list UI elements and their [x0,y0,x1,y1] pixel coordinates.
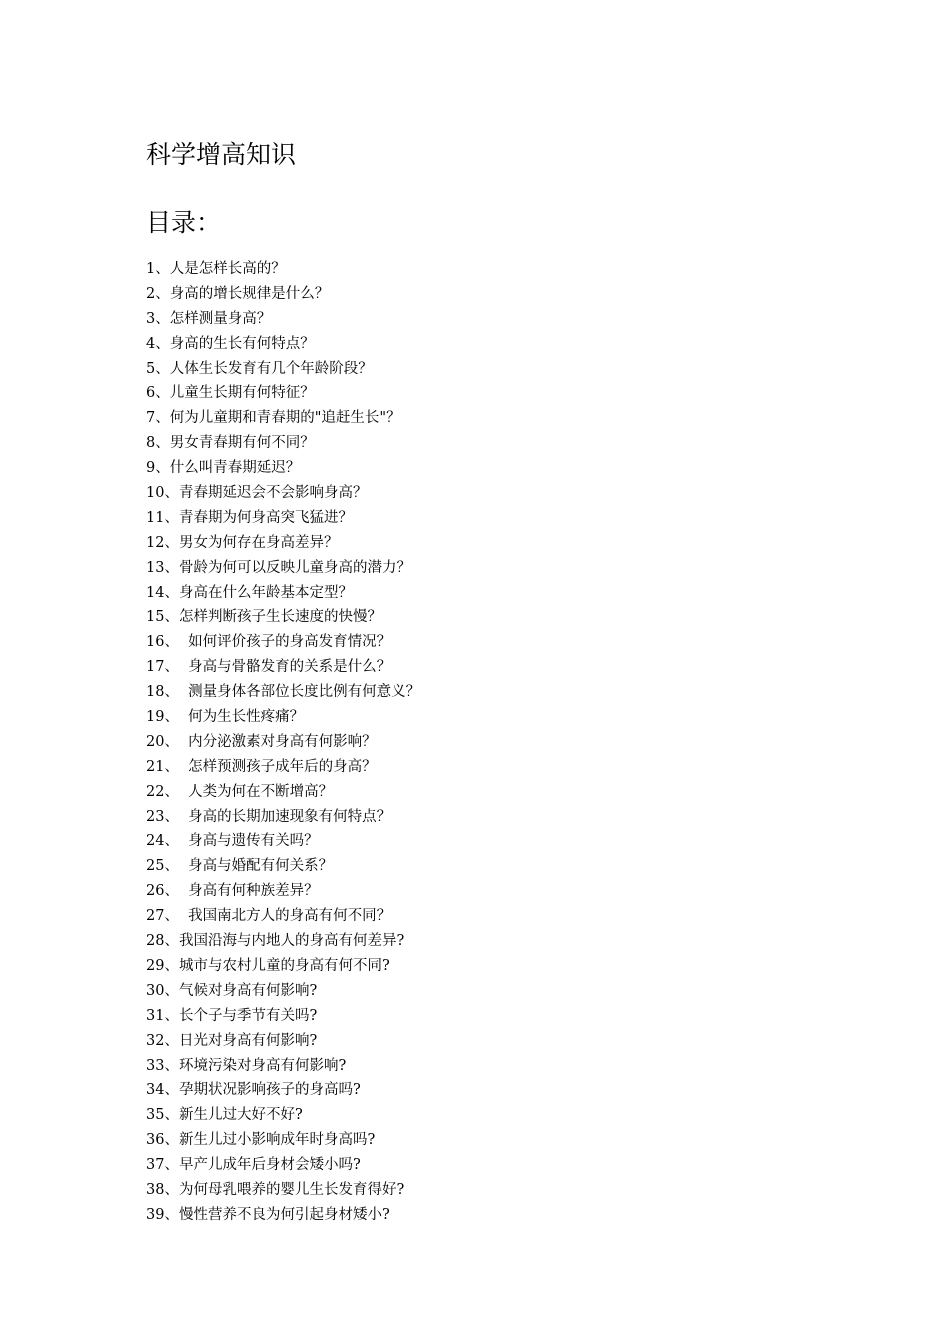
toc-item-text: 长个子与季节有关吗? [178,1007,318,1024]
toc-item-number: 39、 [146,1206,179,1223]
toc-item-text: 怎样判断孩子生长速度的快慢？ [178,609,382,626]
toc-item-text: 我国沿海与内地人的身高有何差异? [178,933,405,950]
toc-item [146,680,420,705]
toc-item-number: 25、 [146,858,179,875]
toc-item-text: 身高有何种族差异？ [178,883,319,900]
toc-item-text: 何为生长性疼痛？ [178,709,305,726]
toc-item-text: 怎样测量身高？ [169,310,272,327]
toc-item [146,406,420,431]
toc-item-text: 男女青春期有何不同？ [169,435,315,452]
toc-item-text: 身高的长期加速现象有何特点？ [178,808,392,825]
toc-item-text: 骨龄为何可以反映儿童身高的潜力？ [178,559,411,576]
toc-item [146,1203,420,1228]
toc-item-text: 测量身体各部位长度比例有何意义？ [178,684,421,701]
toc-item [146,456,420,481]
toc-item [146,1029,420,1054]
toc-item [146,1004,420,1029]
toc-item-number: 8、 [146,435,170,452]
toc-item-text: 身高与骨骼发育的关系是什么？ [178,659,392,676]
toc-item-number: 10、 [146,485,179,502]
toc-item-text: 身高与遗传有关吗？ [178,833,319,850]
toc-item-text: 如何评价孩子的身高发育情况？ [178,634,392,651]
toc-item-text: 人体生长发育有几个年龄阶段？ [169,360,373,377]
toc-item-text: 儿童生长期有何特征？ [169,385,315,402]
toc-item [146,854,420,879]
toc-item [146,481,420,506]
toc-item [146,282,420,307]
toc-item-text: 身高在什么年龄基本定型？ [178,584,353,601]
toc-item-number: 16、 [146,634,179,651]
toc-item-text: 青春期延迟会不会影响身高？ [178,485,368,502]
toc-item [146,780,420,805]
toc-item [146,605,420,630]
toc-item-text: 人类为何在不断增高？ [178,783,334,800]
toc-item-text: 我国南北方人的身高有何不同？ [178,908,392,925]
toc-item [146,357,420,382]
toc-item-number: 38、 [146,1181,179,1198]
toc-item-text: 新生儿过大好不好? [178,1107,303,1124]
toc-item-number: 18、 [146,684,179,701]
toc-heading: 目录： [146,208,222,237]
toc-item [146,755,420,780]
toc-item-number: 5、 [146,360,170,377]
toc-item-text: 男女为何存在身高差异？ [178,534,339,551]
toc-item-text: 何为儿童期和青春期的"追赶生长"？ [169,410,401,427]
toc-item [146,307,420,332]
toc-item-number: 34、 [146,1082,179,1099]
toc-item-number: 30、 [146,982,179,999]
toc-item [146,630,420,655]
toc-item [146,257,420,282]
toc-item [146,1103,420,1128]
toc-item-number: 1、 [146,261,170,277]
toc-item [146,904,420,929]
toc-item-number: 3、 [146,310,170,327]
toc-item-text: 什么叫青春期延迟？ [169,460,301,477]
toc-item-number: 17、 [146,659,179,676]
toc-item-text: 为何母乳喂养的婴儿生长发育得好? [178,1181,405,1198]
toc-item [146,655,420,680]
toc-item [146,556,420,581]
toc-item-number: 29、 [146,957,179,974]
document-title: 科学增高知识 [146,140,297,169]
toc-item-text: 气候对身高有何影响? [178,982,318,999]
toc-item-text: 怎样预测孩子成年后的身高？ [178,758,377,775]
toc-item-number: 6、 [146,385,170,402]
toc-item-number: 32、 [146,1032,179,1049]
toc-item [146,581,420,606]
toc-item-number: 27、 [146,908,179,925]
toc-item-text: 新生儿过小影响成年时身高吗? [178,1132,376,1149]
toc-item [146,332,420,357]
toc-item [146,705,420,730]
toc-item [146,954,420,979]
toc-item [146,1178,420,1203]
toc-item-number: 23、 [146,808,179,825]
toc-item-text: 内分泌激素对身高有何影响？ [178,733,377,750]
toc-item [146,829,420,854]
toc-item-text: 人是怎样长高的？ [169,261,286,277]
toc-item [146,1153,420,1178]
table-of-contents [146,257,420,1228]
toc-item [146,979,420,1004]
toc-item-number: 14、 [146,584,179,601]
toc-item-text: 慢性营养不良为何引起身材矮小? [178,1206,390,1223]
toc-item-number: 24、 [146,833,179,850]
toc-item-number: 12、 [146,534,179,551]
toc-item [146,805,420,830]
toc-item [146,431,420,456]
toc-item-number: 22、 [146,783,179,800]
toc-item-number: 36、 [146,1132,179,1149]
toc-item-text: 身高的增长规律是什么？ [169,285,330,302]
toc-item-number: 21、 [146,758,179,775]
toc-item-number: 11、 [146,509,179,526]
toc-item-text: 城市与农村儿童的身高有何不同? [178,957,390,974]
toc-item-number: 28、 [146,933,179,950]
toc-item-number: 4、 [146,335,170,352]
toc-item-text: 日光对身高有何影响? [178,1032,318,1049]
toc-item [146,381,420,406]
toc-item-number: 37、 [146,1157,179,1174]
toc-item-number: 2、 [146,285,170,302]
toc-item [146,531,420,556]
toc-item [146,1078,420,1103]
toc-item-number: 7、 [146,410,170,427]
toc-item-number: 19、 [146,709,179,726]
toc-item [146,1054,420,1079]
toc-item [146,929,420,954]
toc-item-text: 早产儿成年后身材会矮小吗? [178,1157,361,1174]
toc-item-text: 青春期为何身高突飞猛进？ [178,509,353,526]
toc-item-text: 身高与婚配有何关系？ [178,858,334,875]
toc-item [146,1128,420,1153]
toc-item-number: 20、 [146,733,179,750]
toc-item-number: 35、 [146,1107,179,1124]
toc-item [146,730,420,755]
toc-item [146,506,420,531]
toc-item [146,879,420,904]
toc-item-text: 身高的生长有何特点？ [169,335,315,352]
toc-item-number: 31、 [146,1007,179,1024]
toc-item-number: 13、 [146,559,179,576]
toc-item-number: 26、 [146,883,179,900]
toc-item-number: 33、 [146,1057,179,1074]
toc-item-number: 15、 [146,609,179,626]
toc-item-number: 9、 [146,460,170,477]
toc-item-text: 孕期状况影响孩子的身高吗? [178,1082,361,1099]
toc-item-text: 环境污染对身高有何影响? [178,1057,347,1074]
